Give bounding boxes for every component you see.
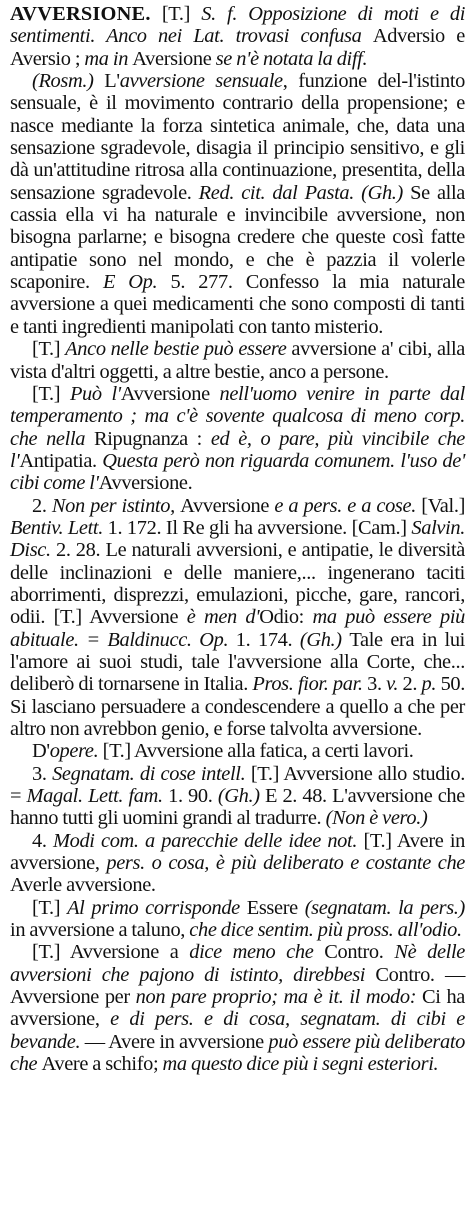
text-run: [T.] (32, 896, 68, 919)
italic-run: ma può essere più abituale. = Baldinucc. Op. (10, 606, 465, 651)
italic-run: (segnatam. la pers.) (304, 896, 465, 919)
italic-run: Salvin. Disc. (10, 516, 466, 562)
text-run: Essere (246, 896, 305, 919)
italic-run: Modi com. a parecchie delle idee not. (52, 829, 364, 852)
text-run: 2. (402, 673, 422, 696)
text-run: in avversione a taluno, (10, 919, 190, 942)
text-run: Aversione (132, 47, 216, 70)
italic-run: p. (421, 673, 441, 696)
italic-run: è men d' (186, 606, 260, 629)
italic-run: Al primo corrisponde (67, 896, 247, 919)
paragraph-contro (10, 941, 465, 1075)
italic-run: Non per istinto, (51, 494, 181, 517)
italic-run: Pros. fior. par. (252, 673, 368, 696)
text-run: Ripugnanza : (93, 427, 211, 450)
text-run: 2. (32, 494, 52, 517)
italic-run: se n'è notata la diff. (215, 47, 368, 70)
text-run: 1. 172. Il Re gli ha avversione. [Cam.] (107, 516, 412, 539)
italic-run: avversione sensuale (119, 70, 283, 93)
text-run: Contro. — Avversione per (10, 963, 466, 1009)
text-run: [T.] Avversione a (32, 941, 190, 964)
text-run: 50. Si lasciano persuadere a condescendere a quello a che per altro non avrebbon genio, e forse talvolta avversione. (10, 673, 466, 740)
text-run: Adversio e Aversio ; (10, 25, 465, 70)
italic-run: v. (386, 673, 403, 696)
text-run: L' (104, 70, 120, 93)
text-run: 4. (32, 829, 53, 852)
entry-definition (10, 3, 465, 70)
sense-2-paragraph (10, 495, 465, 741)
text-run: Avversione (180, 494, 275, 517)
text-run: , funzione del-l'istinto sensuale, è il movimento contrario della propensione; e nasce mediante la forza sintetica animale, che, data una sensazione sgradevole, disagia il principio sensitivo, e gli dà un'attitudine ritrosa alla continuazione, presentita, della sensazione sgradevole. (10, 70, 465, 204)
text-run: Contro. (324, 941, 395, 964)
italic-run: dice meno che (189, 941, 325, 964)
text-run: 2. 28. Le naturali avversioni, e antipatie, le diversità delle inclinazioni e delle maniere,... ingenerano taciti aborrimenti, disprezzi, emulazioni, picche, gare, rancori, odii. [T.] Avversione (10, 539, 465, 629)
italic-run: che dice sentim. più pross. all'odio. (189, 919, 462, 942)
text-run: [T.] (161, 3, 202, 25)
text-run: 3. (367, 673, 387, 696)
italic-run: (Gh.) (299, 628, 350, 651)
text-run: Averle avversione. (10, 874, 156, 897)
text-run: Avversione. (98, 472, 193, 495)
italic-run: (Rosm.) (32, 70, 105, 93)
text-run: E 2. 48. L'avversione che hanno tutti gli uomini grandi al tradurre. (10, 785, 465, 830)
italic-run: e di pers. e di cosa, segnatam. di cibi e bevande. (10, 1008, 465, 1053)
text-run: [T.] Avversione allo studio. = (10, 762, 465, 808)
italic-run: E Op. (102, 271, 171, 294)
text-run: — Avere in avversione (84, 1030, 269, 1053)
text-run: [T.] Avere in avversione, (10, 829, 466, 875)
italic-run: ed è, o pare, più vincibile che l' (10, 427, 465, 472)
italic-run: Red. cit. dal Pasta. (Gh.) (198, 181, 411, 204)
text-run: Avere a schifo; (41, 1053, 163, 1076)
text-run: 3. (32, 762, 53, 785)
italic-run: Può l' (69, 382, 121, 405)
italic-run: opere. (49, 740, 103, 763)
text-run: [Val.] (421, 494, 466, 517)
text-run: Tale era in lui l'amore ai suoi studi, tale l'avversione alla Corte, che... deliberò di tornarsene in Italia. (10, 628, 465, 696)
paragraph-bestie (10, 338, 465, 383)
text-run: Odio: (259, 606, 313, 629)
italic-run: Segnatam. di cose intell. (52, 762, 251, 785)
italic-run: Anco nelle bestie può essere (65, 338, 292, 361)
text-run: D' (32, 740, 50, 763)
paragraph-opere (10, 740, 465, 762)
text-run: Avversione (120, 382, 220, 405)
text-run: Ci ha avversione, (10, 986, 466, 1031)
sense-4-paragraph (10, 830, 465, 897)
italic-run: ma questo dice più i segni esteriori. (162, 1053, 439, 1076)
italic-run: Nè delle avversioni che pajono di istinto, direbbesi (10, 941, 465, 986)
italic-run: nell'uomo venire in parte dal temperamento ; ma c'è sovente qualcosa di meno corp. che nella (10, 382, 465, 450)
italic-run: S. f. Opposizione di moti e di sentimenti. Anco nei Lat. trovasi confusa (10, 3, 466, 48)
italic-run: Questa però non riguarda comunem. l'uso de' cibi come l' (10, 449, 465, 495)
italic-run: può essere più deliberato che (10, 1030, 465, 1076)
italic-run: Magal. Lett. fam. (26, 785, 169, 808)
italic-run: (Non è vero.) (325, 807, 428, 830)
paragraph-rosmini (10, 70, 465, 338)
text-run: avversione a' cibi, alla vista d'altri oggetti, a altre bestie, anco a persone. (10, 338, 466, 383)
italic-run: non pare proprio; ma è it. il modo: (135, 986, 423, 1009)
paragraph-essere (10, 897, 465, 942)
text-run: [T.] (32, 338, 66, 361)
text-run: [T.] (32, 382, 70, 405)
text-run: Se alla cassia ella vi ha naturale e invincibile avversione, non bisogna parlarne; e bisogna credere che queste così fatte antipatie sono nel mondo, e che è pazzia il volerle scaponire. (10, 181, 465, 294)
text-run: 1. 174. (235, 628, 300, 651)
text-run: 1. 90. (168, 785, 218, 808)
text-run: [T.] Avversione alla fatica, a certi lavori. (102, 740, 414, 763)
italic-run: pers. o cosa, è più deliberato e costante che (106, 852, 465, 875)
text-run: 5. 277. Confesso la mia naturale avversione a quei medicamenti che sono composti di tanti e tanti ingredienti manipolati con tanto misterio. (10, 271, 465, 338)
headword: AVVERSIONE. (10, 3, 151, 25)
italic-run: Bentiv. Lett. (10, 516, 108, 539)
paragraph-temperamento (10, 383, 465, 495)
sense-3-paragraph (10, 763, 465, 830)
text-run: Antipatia. (19, 449, 103, 472)
italic-run: (Gh.) (217, 785, 265, 808)
italic-run: ma in (84, 47, 133, 70)
italic-run: e a pers. e a cose. (274, 494, 422, 517)
